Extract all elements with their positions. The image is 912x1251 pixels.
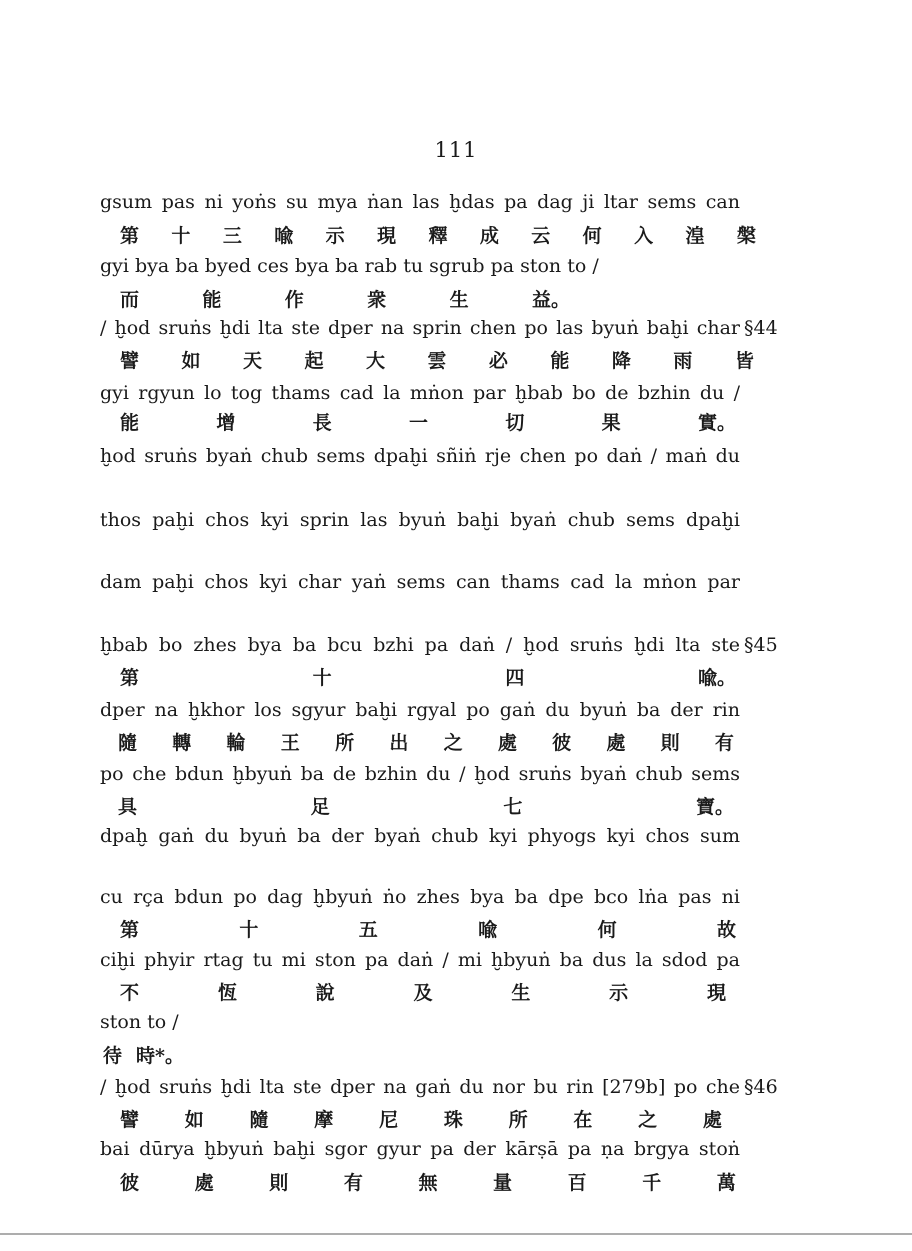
chinese-character: 之 — [638, 1109, 658, 1131]
chinese-character: 四 — [505, 667, 525, 689]
chinese-character: 作 — [284, 289, 304, 311]
chinese-character: 不 — [120, 982, 140, 1004]
chinese-character: 成 — [479, 225, 499, 247]
chinese-character: 如 — [184, 1109, 204, 1131]
chinese-character: 能 — [120, 412, 140, 434]
tibetan-line: dpaḫ gaṅ du byuṅ ba der byaṅ chub kyi phyogs kyi chos sum — [100, 825, 740, 847]
chinese-character: 所 — [335, 732, 355, 754]
tibetan-line: ḫbab bo zhes bya ba bcu bzhi pa daṅ / ḫod sruṅs ḫdi lta ste — [100, 634, 740, 656]
chinese-character: 何 — [597, 919, 617, 941]
chinese-character: 彼 — [120, 1172, 140, 1194]
tibetan-line: gyi rgyun lo tog thams cad la mṅon par ḫbab bo de bzhin du / — [100, 382, 740, 404]
chinese-character: 增 — [216, 412, 236, 434]
chinese-character: 十 — [171, 225, 191, 247]
chinese-character: 三 — [222, 225, 242, 247]
page-number: 111 — [434, 138, 478, 162]
chinese-character: 珠 — [443, 1109, 463, 1131]
chinese-character: 千 — [642, 1172, 662, 1194]
tibetan-line: ciḫi phyir rtag tu mi ston pa daṅ / mi ḫbyuṅ ba dus la sdod pa — [100, 949, 740, 971]
chinese-character: 十 — [312, 667, 332, 689]
chinese-character: 彼 — [552, 732, 572, 754]
chinese-character: 實。 — [697, 412, 736, 434]
chinese-character: 處 — [606, 732, 626, 754]
chinese-gloss-line — [118, 731, 734, 755]
chinese-character: 轉 — [172, 732, 192, 754]
chinese-gloss-line — [103, 1044, 193, 1068]
chinese-character: 而 — [120, 289, 140, 311]
chinese-character: 入 — [634, 225, 654, 247]
chinese-gloss-line — [120, 666, 736, 690]
chinese-character: 說 — [315, 982, 335, 1004]
chinese-character: 尼 — [379, 1109, 399, 1131]
tibetan-line: ḫod sruṅs byaṅ chub sems dpaḫi sñiṅ rje chen po daṅ / maṅ du — [100, 445, 740, 467]
chinese-character: 之 — [443, 732, 463, 754]
chinese-character: 出 — [389, 732, 409, 754]
chinese-character: 有 — [343, 1172, 363, 1194]
chinese-character: 雨 — [673, 350, 693, 372]
chinese-character: 槃 — [736, 225, 756, 247]
chinese-character: 如 — [181, 350, 201, 372]
chinese-character: 第 — [120, 225, 140, 247]
section-mark: §45 — [744, 634, 778, 656]
tibetan-line: dam paḫi chos kyi char yaṅ sems can thams cad la mṅon par — [100, 571, 740, 593]
chinese-character: 示 — [609, 982, 629, 1004]
chinese-character: 恆 — [217, 982, 237, 1004]
chinese-character: 所 — [508, 1109, 528, 1131]
chinese-character: 現 — [706, 982, 726, 1004]
chinese-character: 喩 — [274, 225, 294, 247]
chinese-character: 皆 — [734, 350, 754, 372]
chinese-character: 何 — [582, 225, 602, 247]
chinese-character: 第 — [120, 667, 140, 689]
chinese-gloss-line — [120, 1108, 722, 1132]
chinese-character: 隨 — [249, 1109, 269, 1131]
chinese-character: 能 — [202, 289, 222, 311]
chinese-character: 衆 — [367, 289, 387, 311]
tibetan-line: dper na ḫkhor los sgyur baḫi rgyal po gaṅ du byuṅ ba der rin — [100, 699, 740, 721]
chinese-character: 五 — [358, 919, 378, 941]
chinese-character: 長 — [312, 412, 332, 434]
chinese-character: 則 — [269, 1172, 289, 1194]
chinese-character: 益。 — [531, 289, 570, 311]
chinese-character: 必 — [488, 350, 508, 372]
chinese-character: 寶。 — [695, 796, 734, 818]
chinese-gloss-line — [120, 918, 736, 942]
chinese-character: 處 — [497, 732, 517, 754]
chinese-character: 無 — [418, 1172, 438, 1194]
tibetan-line: bai dūrya ḫbyuṅ baḫi sgor gyur pa der kārṣā pa ṇa brgya stoṅ — [100, 1138, 740, 1160]
chinese-character: 釋 — [428, 225, 448, 247]
chinese-character: 及 — [413, 982, 433, 1004]
chinese-character: 生 — [511, 982, 531, 1004]
chinese-character: 王 — [280, 732, 300, 754]
chinese-character: 譬 — [120, 1109, 140, 1131]
chinese-character: 具 — [118, 796, 138, 818]
chinese-character: 云 — [531, 225, 551, 247]
chinese-character: 喩 — [478, 919, 498, 941]
chinese-character: 七 — [503, 796, 523, 818]
tibetan-line: gsum pas ni yoṅs su mya ṅan las ḫdas pa dag ji ltar sems can — [100, 191, 740, 213]
chinese-character: 足 — [310, 796, 330, 818]
chinese-character: 則 — [660, 732, 680, 754]
chinese-gloss-line — [120, 981, 726, 1005]
chinese-gloss-line — [120, 1171, 736, 1195]
chinese-character: 有 — [714, 732, 734, 754]
chinese-character: 處 — [194, 1172, 214, 1194]
chinese-character: 譬 — [120, 350, 140, 372]
tibetan-line: gyi bya ba byed ces bya ba rab tu sgrub pa ston to / — [100, 255, 599, 277]
chinese-character: 待 — [103, 1045, 123, 1067]
bottom-rule — [0, 1233, 912, 1235]
chinese-character: 降 — [611, 350, 631, 372]
tibetan-line: thos paḫi chos kyi sprin las byuṅ baḫi byaṅ chub sems dpaḫi — [100, 509, 740, 531]
chinese-character: 第 — [120, 919, 140, 941]
chinese-character: 天 — [242, 350, 262, 372]
chinese-character: 時*。 — [136, 1045, 184, 1067]
chinese-character: 量 — [493, 1172, 513, 1194]
chinese-character: 喩。 — [697, 667, 736, 689]
tibetan-line: / ḫod sruṅs ḫdi lta ste dper na sprin chen po las byuṅ baḫi char — [100, 317, 740, 339]
tibetan-line: ston to / — [100, 1011, 179, 1033]
chinese-character: 切 — [505, 412, 525, 434]
chinese-character: 起 — [304, 350, 324, 372]
chinese-character: 輪 — [226, 732, 246, 754]
section-mark: §44 — [744, 317, 778, 339]
tibetan-line: / ḫod sruṅs ḫdi lta ste dper na gaṅ du nor bu rin [279b] po che — [100, 1076, 740, 1098]
chinese-character: 萬 — [716, 1172, 736, 1194]
chinese-character: 在 — [573, 1109, 593, 1131]
chinese-character: 百 — [567, 1172, 587, 1194]
chinese-gloss-line — [120, 288, 570, 312]
chinese-character: 雲 — [427, 350, 447, 372]
chinese-character: 示 — [325, 225, 345, 247]
section-mark: §46 — [744, 1076, 778, 1098]
chinese-gloss-line — [118, 795, 734, 819]
chinese-character: 果 — [601, 412, 621, 434]
chinese-character: 隨 — [118, 732, 138, 754]
chinese-gloss-line — [120, 224, 756, 248]
chinese-character: 大 — [365, 350, 385, 372]
chinese-character: 生 — [449, 289, 469, 311]
tibetan-line: po che bdun ḫbyuṅ ba de bzhin du / ḫod sruṅs byaṅ chub sems — [100, 763, 740, 785]
chinese-character: 一 — [408, 412, 428, 434]
chinese-gloss-line — [120, 349, 754, 373]
chinese-character: 湟 — [685, 225, 705, 247]
tibetan-line: cu rça bdun po dag ḫbyuṅ ṅo zhes bya ba dpe bco lṅa pas ni — [100, 886, 740, 908]
chinese-character: 現 — [377, 225, 397, 247]
chinese-character: 摩 — [314, 1109, 334, 1131]
chinese-character: 能 — [550, 350, 570, 372]
chinese-gloss-line — [120, 411, 736, 435]
chinese-character: 十 — [239, 919, 259, 941]
chinese-character: 故 — [716, 919, 736, 941]
chinese-character: 處 — [702, 1109, 722, 1131]
